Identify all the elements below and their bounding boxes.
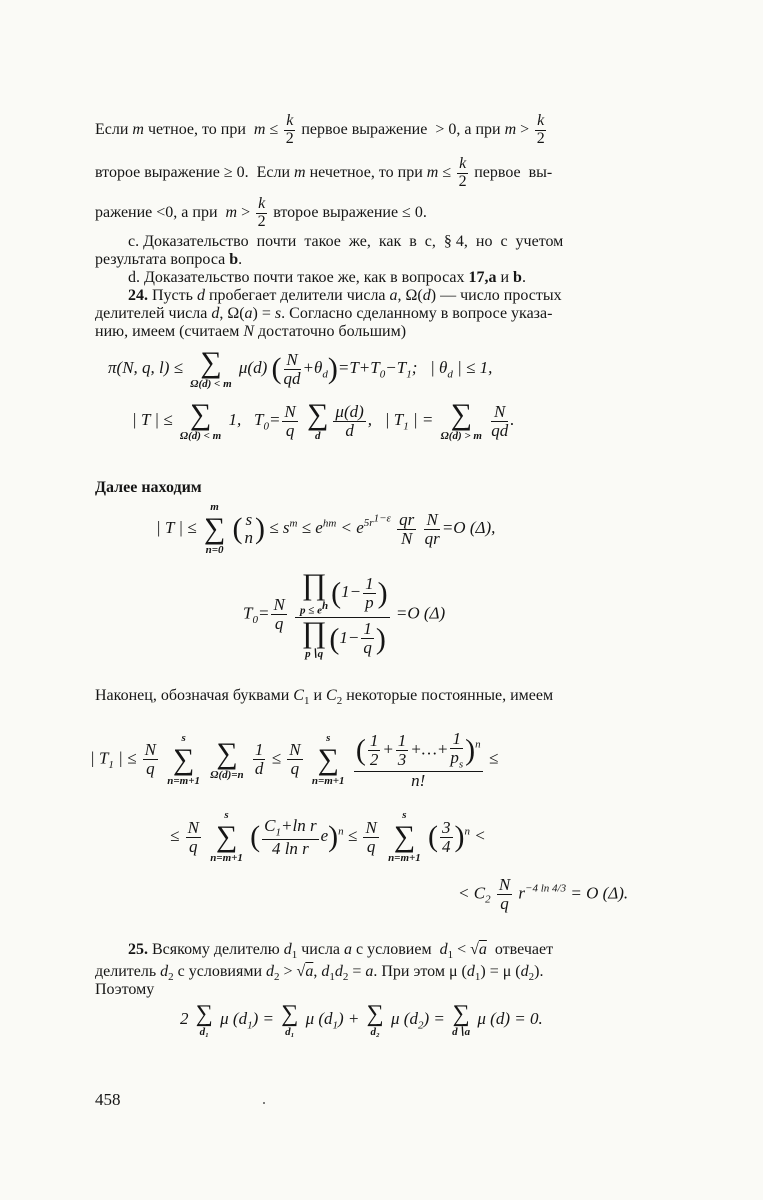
equation-t1-line-1: | $T_1$ | ≤ $\frac{N}{q}$ s ∑ n=m+1 ∑ Ω(d)=n $\frac{1}{d}$ ≤ $\frac{N}{q}$ s ∑ n=m+1 ( $\frac{1}{2}$ + $\frac{1}{3}$ +…+ $\frac{1}{p_s}$ )$^n$ n! ≤ — [90, 729, 499, 790]
para-25-line-2: делитель $d_2$ с условиями $d_2 > √a$, $d_1d_2 = a$. При этом μ $(d_1) = \mu$ $(d_2)$. — [95, 963, 544, 984]
page-number: 458 — [95, 1090, 121, 1109]
para-finally: Наконец, обозначая буквами $C_1$ и $C_2$ некоторые постоянные, имеем — [95, 687, 554, 708]
heading-further: Далее находим — [95, 479, 202, 496]
para-24-line-3: нию, имеем (считаем N достаточно большим) — [95, 323, 407, 340]
parity-line-2: второе выражение ≥ 0. Если m нечетное, то при m ≤ $\frac{k}{2}$ первое вы- — [95, 155, 553, 190]
parity-line-3: ражение <0, а при m > $\frac{k}{2}$ второе выражение ≤ 0. — [95, 195, 427, 230]
para-24-line-2: делителей числа d, Ω(a) = s. Согласно сделанному в вопросе указа- — [95, 305, 553, 322]
para-c-line-1: c. Доказательство почти такое же, как в c, § 4, но с учетом — [128, 233, 564, 250]
equation-t-bound: | T | ≤ m ∑ n=0 ( s n ) ≤ $s^m \le e^{hm} < e^{5r^{1-\varepsilon}}$ $\frac{qr}{N}$ $\frac{N}{qr}$ =O (Δ), — [156, 501, 496, 556]
para-25-line-1: 25. Всякому делителю $d_1$ числа a с условием $d_1 < √a$ отвечает — [128, 941, 554, 962]
parity-line-1: Если m четное, то при m ≤ $\frac{k}{2}$ первое выражение > 0, а при m > $\frac{k}{2}$ — [95, 112, 545, 147]
equation-pi: π(N, q, l) ≤ ∑ Ω(d) < m μ(d) ( $\frac{N}{qd}$ $+\theta_d)=T+T_0-T_1$; | $\theta_d$ | ≤ 1, — [108, 346, 493, 390]
equation-t0: $T_0=$ $\frac{N}{q}$ ∏ $p \le e^h$ (1− $\frac{1}{p}$ ) ∏ p∖q (1− $\frac{1}{q}$ ) =O (Δ) — [243, 568, 446, 660]
equation-t-defs: | T | ≤ ∑ Ω(d) < m 1, $T_0=$ $\frac{N}{q}$ ∑ d $\frac{\mu(d)}{d}$ , | $T_1$ | = ∑ Ω(d) > m $\frac{N}{qd}$ . — [132, 398, 515, 442]
para-c-line-2: результата вопроса b. — [95, 251, 243, 268]
print-speck — [263, 1102, 265, 1104]
para-24-line-1: 24. Пусть d пробегает делители числа a, Ω(d) — число простых — [128, 287, 562, 304]
equation-t1-line-2: ≤ $\frac{N}{q}$ s ∑ n=m+1 ( $\frac{C_1+\ln r}{\text{4 ln r}}$ e)$^n$ ≤ $\frac{N}{q}$ s ∑ n=m+1 ( $\frac{3}{4}$ )$^n$ < — [170, 809, 486, 864]
para-25-line-3: Поэтому — [95, 981, 155, 998]
para-d-line-1: d. Доказательство почти такое же, как в вопросах 17,a и b. — [128, 269, 526, 286]
equation-t1-line-3: < $C_2$ $\frac{N}{q}$ $r^{-4 ln 4/3} = O$ (Δ). — [458, 875, 629, 913]
equation-25: 2 ∑ d₁ μ $(d_1)$ = ∑ d₁ μ $(d_1)$ + ∑ d₂ μ $(d_2)$ = ∑ d∖a μ (d) = 0. — [180, 1001, 543, 1038]
